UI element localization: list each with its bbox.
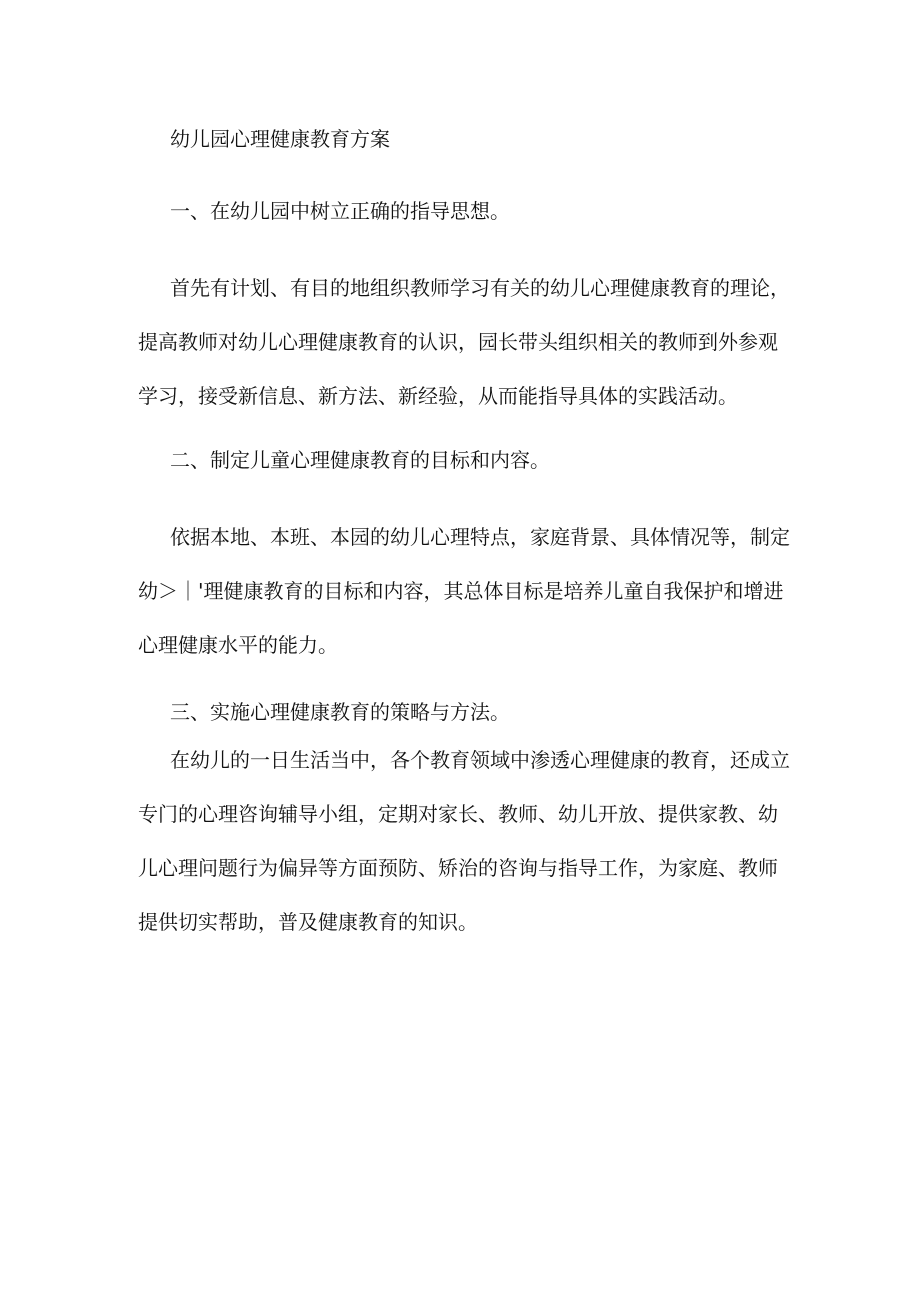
paragraph-line: 首先有计划、有目的地组织教师学习有关的幼儿心理健康教育的理论， xyxy=(170,276,790,300)
paragraph-line: 专门的心理咨询辅导小组，定期对家长、教师、幼儿开放、提供家教、幼 xyxy=(138,802,778,826)
document-title: 幼儿园心理健康教育方案 xyxy=(170,127,390,151)
paragraph-line: 幼＞｜'理健康教育的目标和内容，其总体目标是培养儿童自我保护和增进 xyxy=(138,579,784,603)
section-heading-1: 一、在幼儿园中树立正确的指导思想。 xyxy=(170,199,510,223)
section-heading-3: 三、实施心理健康教育的策略与方法。 xyxy=(170,700,510,724)
section-heading-2: 二、制定儿童心理健康教育的目标和内容。 xyxy=(170,448,550,472)
paragraph-line: 儿心理问题行为偏异等方面预防、矫治的咨询与指导工作，为家庭、教师 xyxy=(138,856,778,880)
section-paragraph-2 xyxy=(138,510,798,672)
paragraph-line: 提供切实帮助，普及健康教育的知识。 xyxy=(138,910,478,934)
paragraph-line: 依据本地、本班、本园的幼儿心理特点，家庭背景、具体情况等，制定 xyxy=(170,525,790,549)
section-paragraph-3 xyxy=(138,733,798,949)
section-paragraph-1 xyxy=(138,261,798,423)
paragraph-line: 在幼儿的一日生活当中，各个教育领域中渗透心理健康的教育，还成立 xyxy=(170,748,790,772)
paragraph-line: 心理健康水平的能力。 xyxy=(138,633,338,657)
paragraph-line: 提高教师对幼儿心理健康教育的认识，园长带头组织相关的教师到外参观 xyxy=(138,330,778,354)
paragraph-line: 学习，接受新信息、新方法、新经验，从而能指导具体的实践活动。 xyxy=(138,384,738,408)
